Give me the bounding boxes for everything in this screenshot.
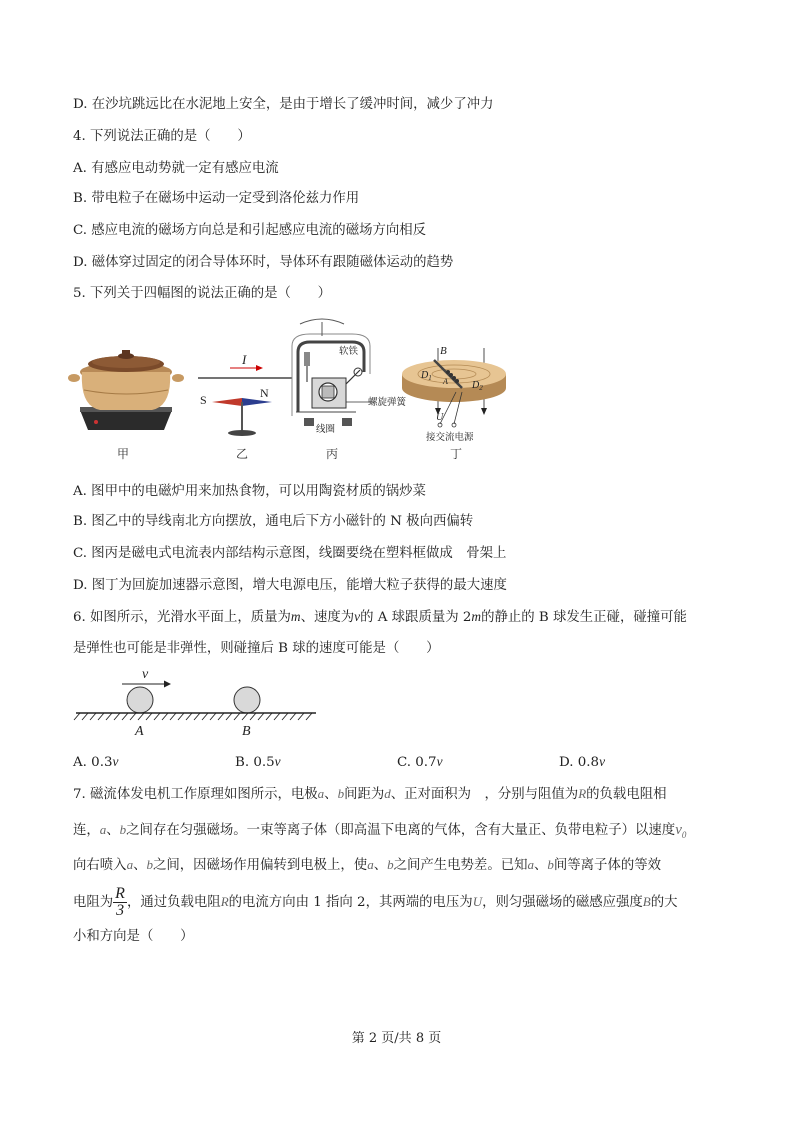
q7-stem-line4: 电阻为 $\frac{R}{3}$ ，通过负载电阻R的电流方向由 1 指向 2，其两端的电压为U，则匀强磁场的磁感应强度B的大 (73, 885, 678, 919)
caption-bing: 丙 (326, 447, 339, 461)
q4-option-a: A. 有感应电动势就一定有感应电流 (73, 161, 279, 176)
q6-stem-line2: 是弹性也可能是非弹性，则碰撞后 B 球的速度可能是（ ） (73, 641, 440, 656)
q6-collision-figure (70, 660, 330, 742)
velocity-label: v (142, 667, 149, 682)
dee2-sub: 2 (479, 384, 483, 392)
fraction-r-over-3: $\frac{R}{3}$ (115, 885, 125, 919)
q5-option-b: B. 图乙中的导线南北方向摆放，通电后下方小磁针的 N 极向西偏转 (73, 514, 474, 529)
q6-option-a: A. 0.3v (73, 754, 119, 770)
dee2-label: D (472, 380, 480, 391)
cyclotron-illustration (402, 345, 506, 443)
q7-stem-line2: 连，a、b之间存在匀强磁场。一束等离子体（即高温下电离的气体，含有大量正、负带电粒子）以速度$v_0$ (73, 822, 687, 840)
q7-stem-line1: 7. 磁流体发电机工作原理如图所示，电极a、b间距为d、正对面积为 ，分别与阻值为R的负载电阻相 (73, 786, 667, 802)
q6-option-c: C. 0.7v (397, 754, 443, 770)
q4-stem: 4. 下列说法正确的是（ ） (73, 129, 251, 144)
caption-jia: 甲 (117, 447, 130, 461)
wire-compass-illustration (198, 352, 292, 436)
q3-option-d: D. 在沙坑跳远比在水泥地上安全，是由于增长了缓冲时间，减少了冲力 (73, 97, 494, 112)
q5-figure (60, 312, 510, 462)
caption-ding: 丁 (450, 447, 463, 461)
q5-stem: 5. 下列关于四幅图的说法正确的是（ ） (73, 286, 332, 301)
induction-cooker-illustration (68, 350, 184, 430)
soft-iron-label: 软铁 (339, 347, 359, 357)
q7-stem-line5: 小和方向是（ ） (73, 929, 194, 944)
q5-option-d: D. 图丁为回旋加速器示意图，增大电源电压，能增大粒子获得的最大速度 (73, 578, 507, 593)
caption-yi: 乙 (236, 447, 249, 461)
dee1-sub: 1 (428, 374, 432, 382)
south-label: S (200, 393, 207, 407)
q5-option-c: C. 图丙是磁电式电流表内部结构示意图，线圈要绕在塑料框做成 骨架上 (73, 546, 507, 561)
ball-a-label: A (135, 724, 144, 739)
q7-stem-line3: 向右喷入a、b之间，因磁场作用偏转到电极上，使a、b之间产生电势差。已知a、b间等离子体的等效 (73, 857, 662, 873)
q6-stem-line1: 6. 如图所示，光滑水平面上，质量为m、速度为v的 A 球跟质量为 2m的静止的 B 球发生正碰，碰撞可能 (73, 609, 687, 625)
cyclotron-b-label: B (440, 345, 447, 357)
cyclotron-a-label: A (443, 377, 448, 386)
north-label: N (260, 386, 269, 400)
q6-option-b: B. 0.5v (235, 754, 281, 770)
coil-label: 线圈 (316, 425, 336, 435)
q4-option-d: D. 磁体穿过固定的闭合导体环时，导体环有跟随磁体运动的趋势 (73, 255, 454, 270)
q4-option-b: B. 带电粒子在磁场中运动一定受到洛伦兹力作用 (73, 191, 360, 206)
page-number: 第 2 页/共 8 页 (351, 1031, 442, 1046)
spring-label: 螺旋弹簧 (368, 398, 407, 408)
ball-b-label: B (242, 724, 251, 739)
q4-option-c: C. 感应电流的磁场方向总是和引起感应电流的磁场方向相反 (73, 223, 427, 238)
voltage-u-label: U (436, 412, 444, 423)
current-label: I (242, 352, 247, 367)
galvanometer-illustration (292, 319, 407, 435)
q6-option-d: D. 0.8v (559, 754, 606, 770)
ac-source-label: 接交流电源 (426, 433, 474, 443)
q5-option-a: A. 图甲中的电磁炉用来加热食物，可以用陶瓷材质的锅炒菜 (73, 484, 426, 499)
dee1-label: D (421, 370, 429, 381)
